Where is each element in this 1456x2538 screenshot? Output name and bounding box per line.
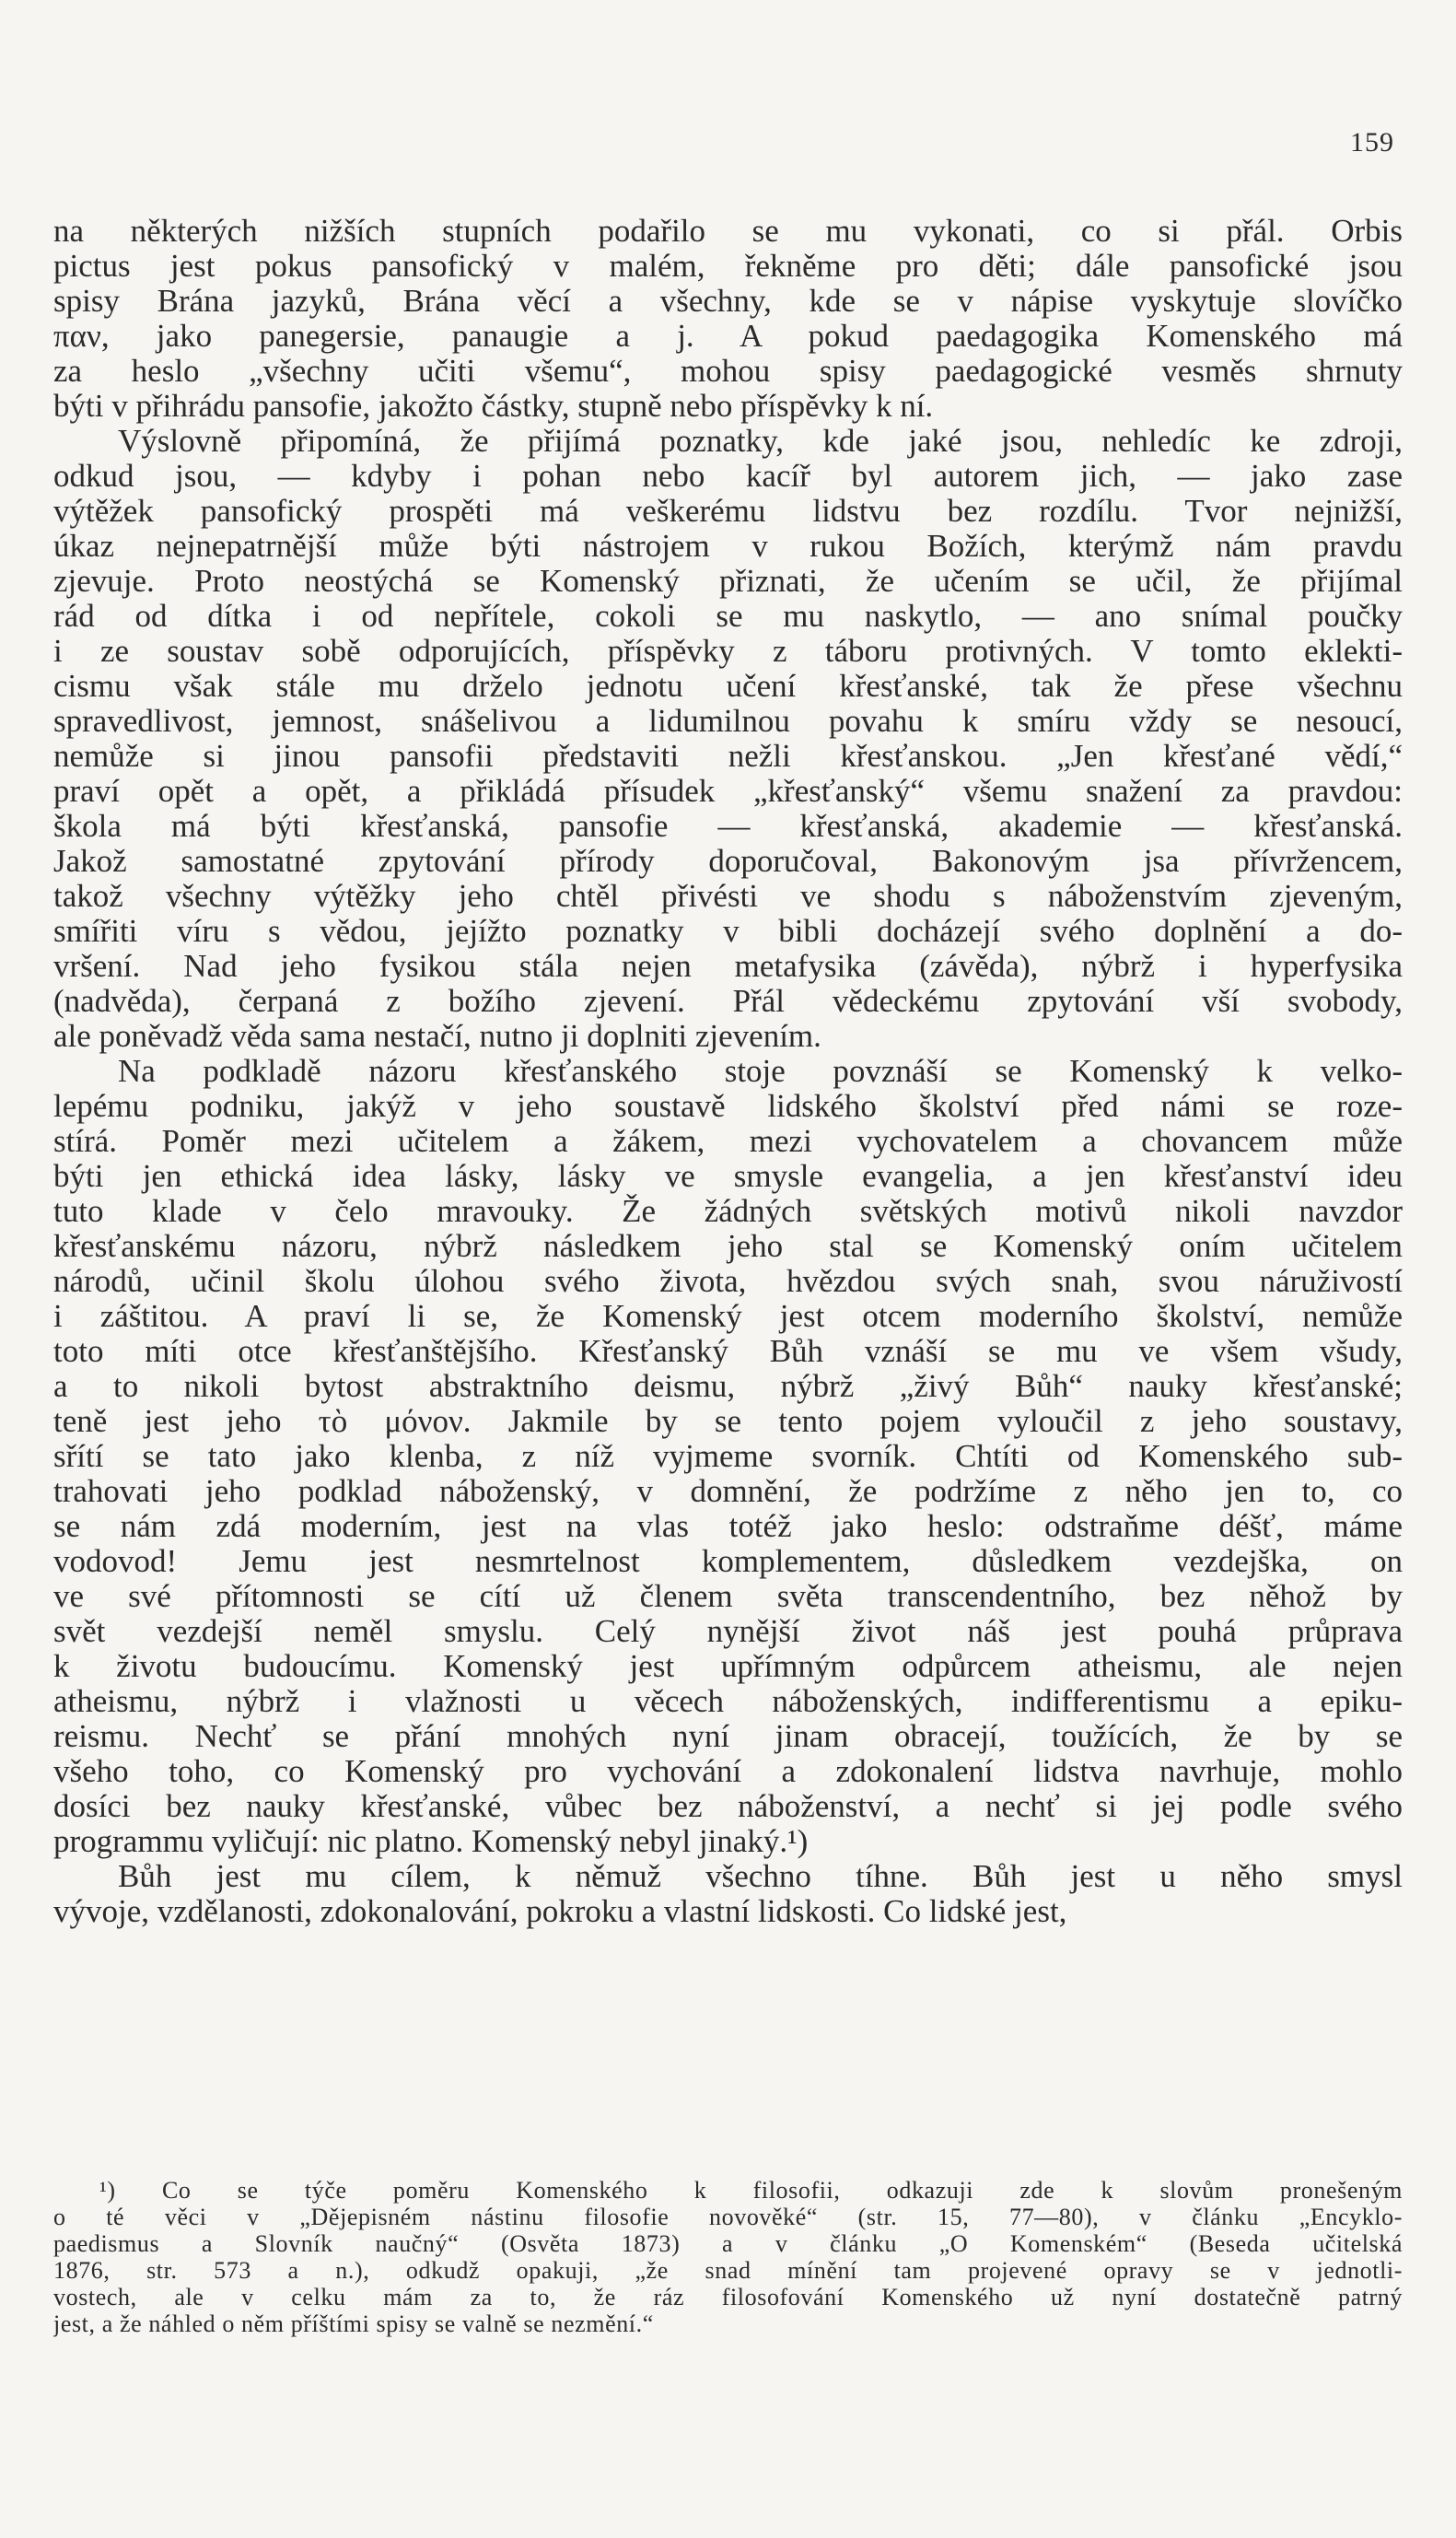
text-line: vršení. Nad jeho fysikou stála nejen metafysika (závěda), nýbrž i hyperfysika	[53, 949, 1403, 984]
footnote-line: vostech, ale v celku mám za to, že ráz filosofování Komenského už nyní dostatečně patrný	[53, 2284, 1403, 2310]
text-line: spisy Brána jazyků, Brána věcí a všechny, kde se v nápise vyskytuje slovíčko	[53, 284, 1403, 319]
text-line: (nadvěda), čerpaná z božího zjevení. Přál vědeckému zpytování vší svobody,	[53, 984, 1403, 1019]
text-line: sřítí se tato jako klenba, z níž vyjmeme svorník. Chtíti od Komenského sub-	[53, 1439, 1403, 1474]
text-line: ale poněvadž věda sama nestačí, nutno ji doplniti zjevením.	[53, 1019, 821, 1054]
body-text	[53, 214, 1403, 1929]
text-line: býti jen ethická idea lásky, lásky ve smysle evangelia, a jen křesťanství ideu	[53, 1159, 1403, 1194]
text-line: smířiti víru s vědou, jejížto poznatky v bibli docházejí svého doplnění a do-	[53, 914, 1403, 949]
text-line: Jakož samostatné zpytování přírody doporučoval, Bakonovým jsa přívržencem,	[53, 844, 1403, 879]
text-line: odkud jsou, — kdyby i pohan nebo kacíř byl autorem jich, — jako zase	[53, 459, 1403, 494]
text-line: Výslovně připomíná, že přijímá poznatky, kde jaké jsou, nehledíc ke zdroji,	[118, 424, 1403, 459]
text-line: programmu vyličují: nic platno. Komenský nebyl jinaký.¹)	[53, 1824, 809, 1859]
text-line: pictus jest pokus pansofický v malém, řekněme pro děti; dále pansofické jsou	[53, 249, 1403, 284]
text-line: takož všechny výtěžky jeho chtěl přivésti ve shodu s náboženstvím zjeveným,	[53, 879, 1403, 914]
text-line: toto míti otce křesťanštějšího. Křesťanský Bůh vznáší se mu ve všem všudy,	[53, 1334, 1403, 1369]
footnotes	[53, 2177, 1403, 2337]
text-line: všeho toho, co Komenský pro vychování a zdokonalení lidstva navrhuje, mohlo	[53, 1754, 1403, 1789]
page-number: 159	[1350, 127, 1394, 158]
text-line: rád od dítka i od nepřítele, cokoli se mu naskytlo, — ano snímal poučky	[53, 599, 1403, 634]
text-line: býti v přihrádu pansofie, jakožto částky, stupně nebo příspěvky k ní.	[53, 389, 934, 424]
text-line: παν, jako panegersie, panaugie a j. A pokud paedagogika Komenského má	[53, 319, 1403, 354]
footnote-line: 1876, str. 573 a n.), odkudž opakuji, „že snad mínění tam projevené opravy se v jednotli-	[53, 2257, 1403, 2284]
text-line: ve své přítomnosti se cítí už členem světa transcendentního, bez něhož by	[53, 1579, 1403, 1614]
text-line: i ze soustav sobě odporujících, příspěvky z táboru protivných. V tomto eklekti-	[53, 634, 1403, 669]
text-line: vývoje, vzdělanosti, zdokonalování, pokroku a vlastní lidskosti. Co lidské jest,	[53, 1894, 1067, 1929]
text-line: praví opět a opět, a přikládá přísudek „křesťanský“ všemu snažení za pravdou:	[53, 774, 1403, 809]
footnote-line: jest, a že náhled o něm příštími spisy se valně se nezmění.“	[53, 2310, 654, 2337]
footnote-line: paedismus a Slovník naučný“ (Osvěta 1873) a v článku „O Komenském“ (Beseda učitelská	[53, 2230, 1403, 2257]
text-line: atheismu, nýbrž i vlažnosti u věcech náboženských, indifferentismu a epiku-	[53, 1684, 1403, 1719]
text-line: spravedlivost, jemnost, snášelivou a lidumilnou povahu k smíru vždy se nesoucí,	[53, 704, 1403, 739]
text-line: za heslo „všechny učiti všemu“, mohou spisy paedagogické vesměs shrnuty	[53, 354, 1403, 389]
text-line: svět vezdejší neměl smyslu. Celý nynější život náš jest pouhá průprava	[53, 1614, 1403, 1649]
text-line: i záštitou. A praví li se, že Komenský jest otcem moderního školství, nemůže	[53, 1299, 1403, 1334]
text-line: stírá. Poměr mezi učitelem a žákem, mezi vychovatelem a chovancem může	[53, 1124, 1403, 1159]
text-line: cismu však stále mu drželo jednotu učení křesťanské, tak že přese všechnu	[53, 669, 1403, 704]
footnote-line: ¹) Co se týče poměru Komenského k filosofii, odkazuji zde k slovům pronešeným	[99, 2177, 1403, 2204]
text-line: výtěžek pansofický prospěti má veškerému lidstvu bez rozdílu. Tvor nejnižší,	[53, 494, 1403, 529]
text-line: Na podkladě názoru křesťanského stoje povznáší se Komenský k velko-	[118, 1054, 1403, 1089]
text-line: nemůže si jinou pansofii představiti nežli křesťanskou. „Jen křesťané vědí,“	[53, 739, 1403, 774]
text-line: křesťanskému názoru, nýbrž následkem jeho stal se Komenský oním učitelem	[53, 1229, 1403, 1264]
text-line: teně jest jeho τὸ μόνον. Jakmile by se tento pojem vyloučil z jeho soustavy,	[53, 1404, 1403, 1439]
text-line: národů, učinil školu úlohou svého života, hvězdou svých snah, svou náruživostí	[53, 1264, 1403, 1299]
text-line: k životu budoucímu. Komenský jest upřímným odpůrcem atheismu, ale nejen	[53, 1649, 1403, 1684]
text-line: Bůh jest mu cílem, k němuž všechno tíhne. Bůh jest u něho smysl	[118, 1859, 1403, 1894]
text-line: tuto klade v čelo mravouky. Že žádných světských motivů nikoli navzdor	[53, 1194, 1403, 1229]
text-line: se nám zdá moderním, jest na vlas totéž jako heslo: odstraňme déšť, máme	[53, 1509, 1403, 1544]
text-line: dosíci bez nauky křesťanské, vůbec bez náboženství, a nechť si jej podle svého	[53, 1789, 1403, 1824]
text-line: úkaz nejnepatrnější může býti nástrojem v rukou Božích, kterýmž nám pravdu	[53, 529, 1403, 564]
text-line: škola má býti křesťanská, pansofie — křesťanská, akademie — křesťanská.	[53, 809, 1403, 844]
text-line: trahovati jeho podklad náboženský, v domnění, že podržíme z něho jen to, co	[53, 1474, 1403, 1509]
text-line: lepému podniku, jakýž v jeho soustavě lidského školství před námi se roze-	[53, 1089, 1403, 1124]
text-line: zjevuje. Proto neostýchá se Komenský přiznati, že učením se učil, že přijímal	[53, 564, 1403, 599]
text-line: vodovod! Jemu jest nesmrtelnost komplementem, důsledkem vezdejška, on	[53, 1544, 1403, 1579]
text-line: reismu. Nechť se přání mnohých nyní jinam obracejí, toužících, že by se	[53, 1719, 1403, 1754]
text-line: a to nikoli bytost abstraktního deismu, nýbrž „živý Bůh“ nauky křesťanské;	[53, 1369, 1403, 1404]
footnote-line: o té věci v „Dějepisném nástinu filosofie novověké“ (str. 15, 77—80), v článku „Encyklo-	[53, 2204, 1403, 2230]
text-line: na některých nižších stupních podařilo se mu vykonati, co si přál. Orbis	[53, 214, 1403, 249]
